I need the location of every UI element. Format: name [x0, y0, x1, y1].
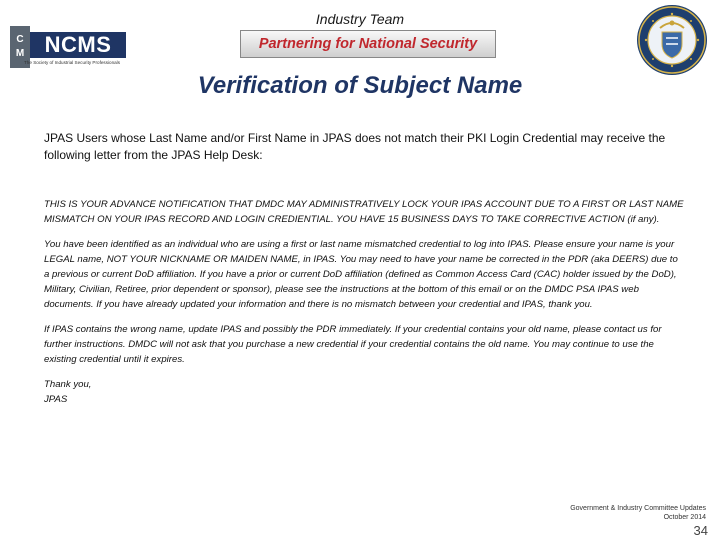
defense-agency-seal-icon [636, 4, 708, 76]
footer-line-1: Government & Industry Committee Updates [570, 505, 706, 512]
footer-line-2: October 2014 [663, 514, 706, 521]
ncms-wordmark [30, 32, 126, 58]
help-desk-letter [44, 197, 684, 407]
industry-team-heading: Industry Team [315, 11, 405, 27]
logo-initial-m: M [15, 48, 25, 59]
letter-notice: THIS IS YOUR ADVANCE NOTIFICATION THAT DMDC MAY ADMINISTRATIVELY LOCK YOUR IPAS ACCOUNT DUE TO A FIRST OR LAST NAME MISMATCH ON YOUR IPAS RECORD AND LOGIN CREDIENTIAL. YOU HAVE 15 BUSINESS DAYS TO TAKE CORRECTIVE ACTION (if any). [44, 199, 684, 225]
letter-paragraph-2: If IPAS contains the wrong name, update IPAS and possibly the PDR immediately. If your credential contains your old name, please contact us for further instructions. DMDC will not ask that you purchase a new credential if your credential contains the old name. You may continue to use the existing credential until it expires. [44, 324, 662, 365]
ncms-tagline: The Society of Industrial Security Professionals [24, 60, 121, 65]
intro-text: JPAS Users whose Last Name and/or First Name in JPAS does not match their PKI Login Credential may receive the following letter from the JPAS Help Desk: [44, 131, 666, 162]
letter-signature: JPAS [44, 394, 68, 405]
letter-paragraph-1: You have been identified as an individual who are using a first or last name mismatched credential to log into IPAS. Please ensure your name is your LEGAL name, NOT YOUR NICKNAME OR MAIDEN NAME, in IPAS. You may need to have your name be corrected in the PDR (aka DEERS) due to a previous or current DoD affiliation. If you have a prior or current DoD affiliation (defined as Common Access Card (CAC) holder issued by the DoD), Military, Civilian, Retiree, prior dependent or sponsor), please see the instructions at the bottom of this email or on the DMDC PSA IPAS web documents. If you have already updated your information and there is no mismatch between your credential and IPAS, thank you. [44, 239, 678, 310]
partnering-banner [240, 30, 496, 58]
ncms-name: NCMS [44, 32, 112, 57]
letter-closing: Thank you, [44, 379, 92, 390]
footer-note [570, 504, 706, 522]
page-title: Verification of Subject Name [197, 72, 523, 99]
page-number: 34 [693, 523, 708, 538]
ncms-logo [6, 22, 152, 72]
logo-initial-c: C [16, 34, 24, 45]
banner-text: Partnering for National Security [258, 36, 478, 52]
